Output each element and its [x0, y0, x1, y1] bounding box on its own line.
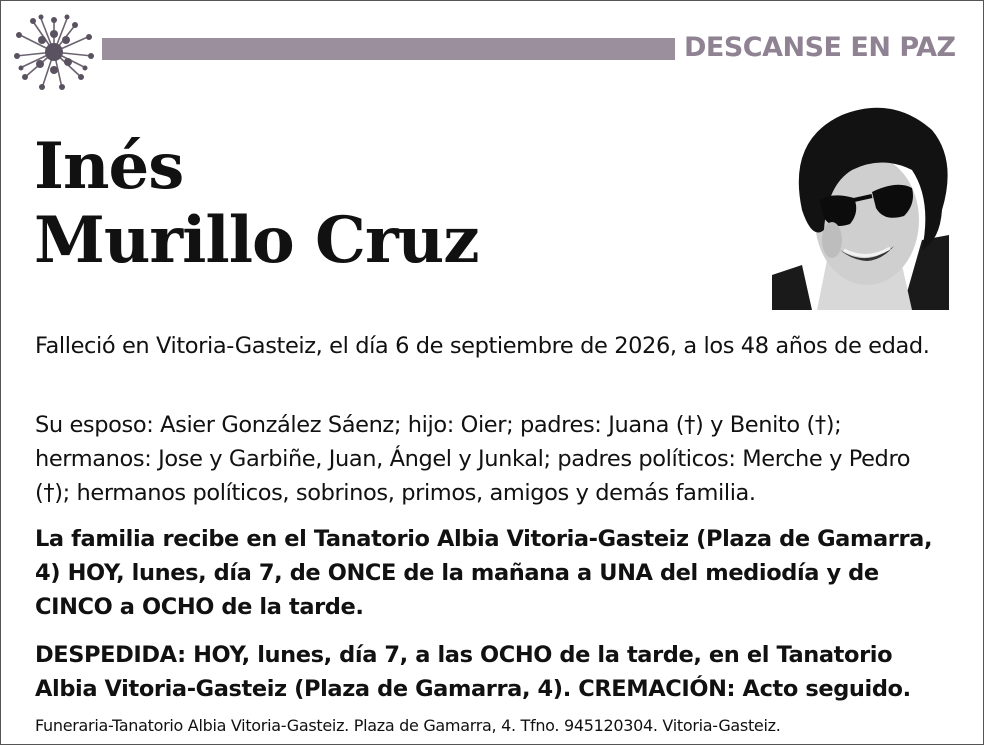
flower-icon [12, 12, 96, 92]
footer-text: Funeraria-Tanatorio Albia Vitoria-Gasteiz. Plaza de Gamarra, 4. Tfno. 945120304. Vitoria-Gasteiz. [35, 716, 781, 735]
deceased-surname: Murillo Cruz [34, 203, 479, 278]
deceased-first-name: Inés [34, 129, 184, 204]
header-bar [102, 38, 675, 60]
farewell-paragraph: DESPEDIDA: HOY, lunes, día 7, a las OCHO de la tarde, en el Tanatorio Albia Vitoria-Gasteiz (Plaza de Gamarra, 4). CREMACIÓN: Acto seguido. [35, 642, 911, 702]
death-notice-paragraph: Falleció en Vitoria-Gasteiz, el día 6 de septiembre de 2026, a los 48 años de edad. [35, 333, 930, 359]
family-paragraph: Su esposo: Asier González Sáenz; hijo: Oier; padres: Juana (†) y Benito (†); hermanos: Jose y Garbiñe, Juan, Ángel y Junkal; padres políticos: Merche y Pedro (†); hermanos políticos, sobrinos, primos, amigos y demás familia. [35, 412, 911, 506]
visitation-paragraph: La familia recibe en el Tanatorio Albia Vitoria-Gasteiz (Plaza de Gamarra, 4) HOY, lunes, día 7, de ONCE de la mañana a UNA del mediodía y de CINCO a OCHO de la tarde. [35, 526, 933, 620]
deceased-name [34, 130, 479, 278]
header-title: DESCANSE EN PAZ [684, 32, 956, 63]
portrait-photo [772, 100, 949, 310]
